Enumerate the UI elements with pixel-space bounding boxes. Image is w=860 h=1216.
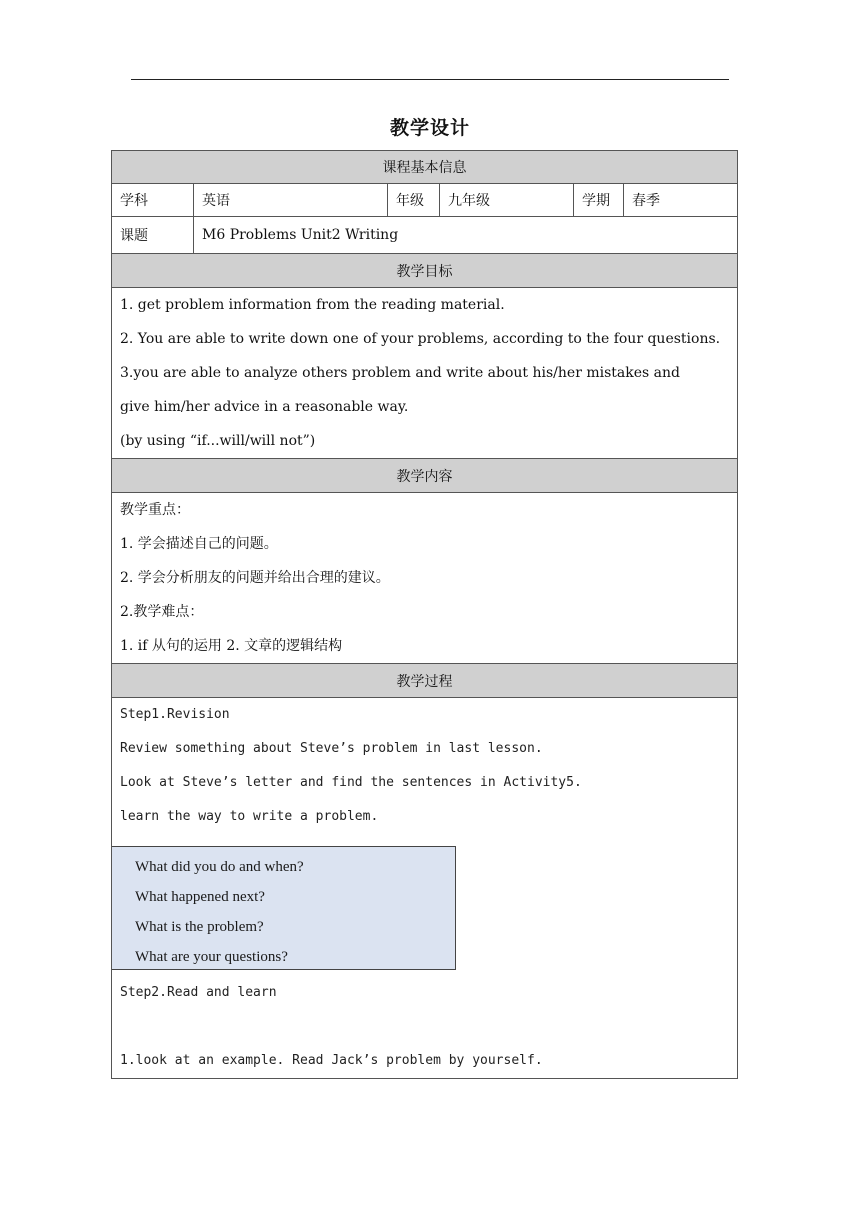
- section-header-process: 教学过程: [112, 664, 738, 698]
- objective-line: 1. get problem information from the reading material.: [120, 297, 505, 313]
- grade-value: 九年级: [440, 184, 574, 217]
- step2-item: 1.look at an example. Read Jack’s problem by yourself.: [120, 1053, 543, 1068]
- header-rule: [131, 79, 729, 80]
- objectives-row: [112, 288, 738, 459]
- topic-label: 课题: [112, 217, 194, 254]
- objective-line: give him/her advice in a reasonable way.: [120, 399, 409, 415]
- term-value: 春季: [624, 184, 738, 217]
- content-line: 教学重点：: [120, 502, 190, 518]
- question-box: [112, 846, 456, 970]
- question-line: What happened next?: [135, 889, 265, 905]
- step2-title: Step2.Read and learn: [120, 985, 277, 1000]
- info-row: [112, 184, 738, 217]
- question-line: What are your questions?: [135, 949, 288, 965]
- content-line: 2. 学会分析朋友的问题并给出合理的建议。: [120, 570, 390, 586]
- grade-label: 年级: [388, 184, 440, 217]
- topic-value: M6 Problems Unit2 Writing: [194, 217, 738, 254]
- objective-line: (by using “if...will/will not”): [120, 433, 316, 449]
- term-label: 学期: [574, 184, 624, 217]
- content-row: [112, 493, 738, 664]
- topic-row: [112, 217, 738, 254]
- process-line: learn the way to write a problem.: [120, 809, 379, 824]
- question-line: What is the problem?: [135, 919, 264, 935]
- objective-line: 2. You are able to write down one of your problems, according to the four questions.: [120, 331, 721, 347]
- content-line: 2.教学难点：: [120, 604, 204, 620]
- objective-line: 3.you are able to analyze others problem and write about his/her mistakes and: [120, 365, 680, 381]
- section-header-basic-info: 课程基本信息: [112, 151, 738, 184]
- process-line: Look at Steve’s letter and find the sentences in Activity5.: [120, 775, 582, 790]
- page-title: 教学设计: [389, 117, 470, 139]
- subject-label: 学科: [112, 184, 194, 217]
- content-line: 1. if 从句的运用 2. 文章的逻辑结构: [120, 638, 343, 654]
- lesson-plan-table: [111, 150, 738, 1079]
- question-line: What did you do and when?: [135, 859, 304, 875]
- section-header-content: 教学内容: [112, 459, 738, 493]
- process-line: Review something about Steve’s problem in last lesson.: [120, 741, 543, 756]
- content-line: 1. 学会描述自己的问题。: [120, 536, 278, 552]
- process-line: Step1.Revision: [120, 707, 230, 722]
- subject-value: 英语: [194, 184, 388, 217]
- section-header-objectives: 教学目标: [112, 254, 738, 288]
- process-row: [112, 698, 738, 1079]
